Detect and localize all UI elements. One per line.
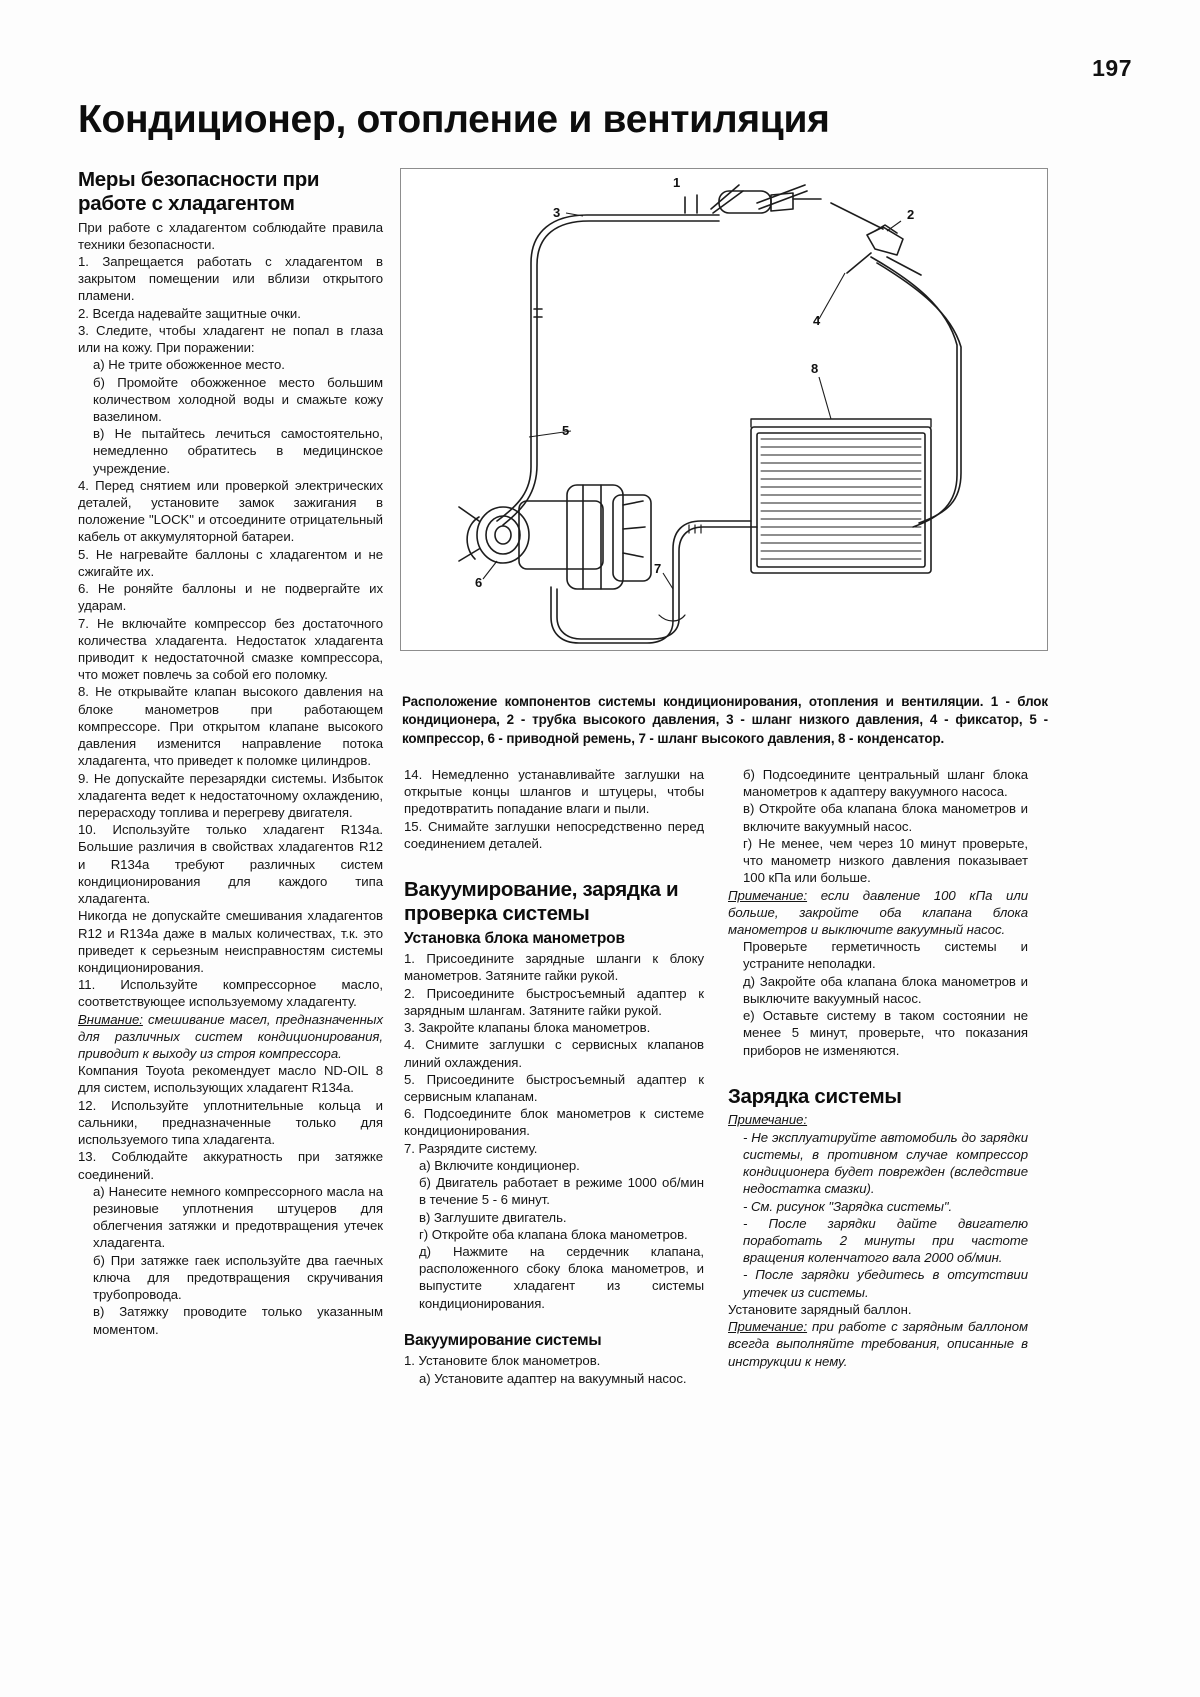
paragraph: б) При затяжке гаек используйте два гаечных ключа для предотвращения скручивания трубопровода. <box>93 1252 383 1303</box>
note-pressure <box>728 887 1028 939</box>
heading-safety-precautions: Меры безопасности при работе с хладагентом <box>78 168 320 215</box>
note-pressure-text: если давление 100 кПа или больше, закройте оба клапана блока манометров и выключите вакуумный насос. <box>728 887 1028 937</box>
paragraph: Установите зарядный баллон. <box>728 1301 912 1317</box>
note-cylinder-lead: Примечание: <box>728 1319 808 1335</box>
paragraph: 9. Не допускайте перезарядки системы. Избыток хладагента ведет к недостаточному охлаждению, перерасходу топлива и перегреву двигателя. <box>78 770 383 820</box>
paragraph: 13. Соблюдайте аккуратность при затяжке соединений. <box>78 1149 383 1182</box>
figure-callout-7: 7 <box>654 561 662 576</box>
step: а) Установите адаптер на вакуумный насос. <box>419 1370 687 1386</box>
note-item: - См. рисунок "Зарядка системы". <box>743 1198 953 1214</box>
ac-system-svg <box>401 169 1046 649</box>
paragraph: 8. Не открывайте клапан высокого давления на блоке манометров при работающем компрессоре. При открытом клапане высокого давления изменится направление потока хладагента, что приведет к поломке цилиндров. <box>78 684 383 769</box>
heading-vacuum-charging: Вакуумирование, зарядка и проверка системы <box>404 878 679 925</box>
paragraph: 15. Снимайте заглушки непосредственно перед соединением деталей. <box>404 818 704 851</box>
paragraph: в) Затяжку проводите только указанным моментом. <box>93 1304 383 1337</box>
figure-callout-3: 3 <box>553 205 561 220</box>
warning-note-text: смешивание масел, предназначенных для различных систем кондиционирования, приводит к выходу из строя компрессора. <box>78 1011 383 1062</box>
note-cylinder-text: при работе с зарядным баллоном всегда выполняйте требования, описанные в инструкции к нему. <box>728 1319 1028 1369</box>
paragraph: 6. Не роняйте баллоны и не подвергайте их ударам. <box>78 581 383 614</box>
step: 2. Присоедините быстросъемный адаптер к зарядным шлангам. Затяните гайки рукой. <box>404 985 704 1018</box>
note-pressure-lead: Примечание: <box>728 887 808 903</box>
step: д) Нажмите на сердечник клапана, расположенного сбоку блока манометров, и выпустите хладагент из системы кондиционирования. <box>419 1243 704 1311</box>
paragraph: При работе с хладагентом соблюдайте правила техники безопасности. <box>78 219 383 252</box>
step: 7. Разрядите систему. <box>404 1140 538 1156</box>
paragraph: Компания Toyota рекомендует масло ND-OIL 8 для систем, использующих хладагент R134a. <box>78 1063 383 1096</box>
step: а) Включите кондиционер. <box>419 1157 580 1173</box>
step: 5. Присоедините быстросъемный адаптер к сервисным клапанам. <box>404 1071 704 1104</box>
warning-note <box>78 1011 383 1063</box>
column-vacuum-charging <box>404 766 704 1387</box>
figure-callout-1: 1 <box>673 175 681 190</box>
step: Проверьте герметичность системы и устраните неполадки. <box>743 939 1028 972</box>
paragraph: а) Нанесите немного компрессорного масла на резиновые уплотнения штуцеров для облегчения затяжки и предотвращения утечек хладагента. <box>93 1183 383 1251</box>
subheading-vacuum-system: Вакуумирование системы <box>404 1331 602 1349</box>
note-cylinder <box>728 1318 1028 1370</box>
step: 3. Закройте клапаны блока манометров. <box>404 1020 651 1036</box>
step: в) Заглушите двигатель. <box>419 1209 567 1225</box>
note-item: - После зарядки дайте двигателю поработать 2 минуты при частоте вращения коленчатого вала 2000 об/мин. <box>743 1215 1028 1266</box>
paragraph: а) Не трите обожженное место. <box>93 357 285 373</box>
paragraph: 11. Используйте компрессорное масло, соответствующее используемому хладагенту. <box>78 977 383 1010</box>
figure-callout-5: 5 <box>562 423 570 438</box>
paragraph: 5. Не нагревайте баллоны с хладагентом и не сжигайте их. <box>78 546 383 579</box>
column-charging-system <box>728 766 1028 1370</box>
paragraph: Никогда не допускайте смешивания хладагентов R12 и R134a даже в малых количествах, т.к. это приведет к серьезным неисправностям системы кондиционирования. <box>78 908 383 975</box>
step: г) Откройте оба клапана блока манометров. <box>419 1226 688 1242</box>
page-number: 197 <box>1092 55 1132 81</box>
ac-system-diagram <box>400 168 1048 651</box>
page-title: Кондиционер, отопление и вентиляция <box>78 98 830 141</box>
figure-callout-4: 4 <box>813 313 821 328</box>
step: 1. Присоедините зарядные шланги к блоку манометров. Затяните гайки рукой. <box>404 951 704 984</box>
step: 4. Снимите заглушки с сервисных клапанов линий охлаждения. <box>404 1037 704 1070</box>
figure-callout-2: 2 <box>907 207 915 222</box>
paragraph: 7. Не включайте компрессор без достаточного количества хладагента. Недостаток хладагента приводит к недостаточной смазке компрессора, что может повлечь за собой его поломку. <box>78 615 383 683</box>
paragraph: 2. Всегда надевайте защитные очки. <box>78 305 301 321</box>
step: д) Закройте оба клапана блока манометров и выключите вакуумный насос. <box>743 973 1028 1006</box>
step: в) Откройте оба клапана блока манометров и включите вакуумный насос. <box>743 801 1028 834</box>
paragraph: 10. Используйте только хладагент R134a. Большие различия в свойствах хладагентов R12 и R134a требуют различных систем кондиционирования для каждого типа хладагента. <box>78 822 383 907</box>
note-charging-lead-text: Примечание: <box>728 1112 808 1128</box>
step: б) Подсоедините центральный шланг блока манометров к адаптеру вакуумного насоса. <box>743 767 1028 800</box>
paragraph: в) Не пытайтесь лечиться самостоятельно, немедленно обратитесь в медицинское учреждение. <box>93 426 383 476</box>
note-item: - После зарядки убедитесь в отсутствии утечек из системы. <box>743 1267 1028 1300</box>
paragraph: 12. Используйте уплотнительные кольца и сальники, предназначенные только для используемого типа хладагента. <box>78 1097 383 1148</box>
paragraph: 1. Запрещается работать с хладагентом в закрытом помещении или вблизи открытого пламени. <box>78 253 383 304</box>
step: г) Не менее, чем через 10 минут проверьте, что манометр низкого давления показывает 100 кПа или больше. <box>743 835 1028 886</box>
figure-callout-6: 6 <box>475 575 483 590</box>
step: б) Двигатель работает в режиме 1000 об/мин в течение 5 - 6 минут. <box>419 1175 704 1208</box>
paragraph: 4. Перед снятием или проверкой электрических деталей, установите замок зажигания в положение "LOCK" и отсоедините отрицательный кабель от аккумуляторной батареи. <box>78 477 383 545</box>
figure-caption: Расположение компонентов системы кондиционирования, отопления и вентиляции. 1 - блок кондиционера, 2 - трубка высокого давления, 3 - шланг низкого давления, 4 - фиксатор, 5 - компрессор, 6 - приводной ремень, 7 - шланг высокого давления, 8 - конденсатор. <box>402 694 1048 746</box>
step: е) Оставьте систему в таком состоянии не менее 5 минут, проверьте, что показания приборов не изменяются. <box>743 1008 1028 1058</box>
step: 1. Установите блок манометров. <box>404 1353 601 1369</box>
column-safety-precautions <box>78 168 383 1338</box>
figure-callout-8: 8 <box>811 361 819 376</box>
paragraph: 14. Немедленно устанавливайте заглушки на открытые концы шлангов и штуцеры, чтобы предотвратить попадание влаги и пыли. <box>404 767 704 817</box>
note-item: - Не эксплуатируйте автомобиль до зарядки системы, в противном случае компрессор кондиционера будет поврежден (вследствие недостатка смазки). <box>743 1129 1028 1197</box>
paragraph: б) Промойте обожженное место большим количеством холодной воды и смажьте кожу вазелином. <box>93 374 383 424</box>
paragraph: 3. Следите, чтобы хладагент не попал в глаза или на кожу. При поражении: <box>78 322 383 356</box>
heading-charging-system: Зарядка системы <box>728 1084 902 1108</box>
warning-note-lead: Внимание: <box>78 1011 143 1027</box>
subheading-gauge-install: Установка блока манометров <box>404 929 625 947</box>
step: 6. Подсоедините блок манометров к системе кондиционирования. <box>404 1106 704 1139</box>
note-charging-lead <box>728 1111 1028 1128</box>
